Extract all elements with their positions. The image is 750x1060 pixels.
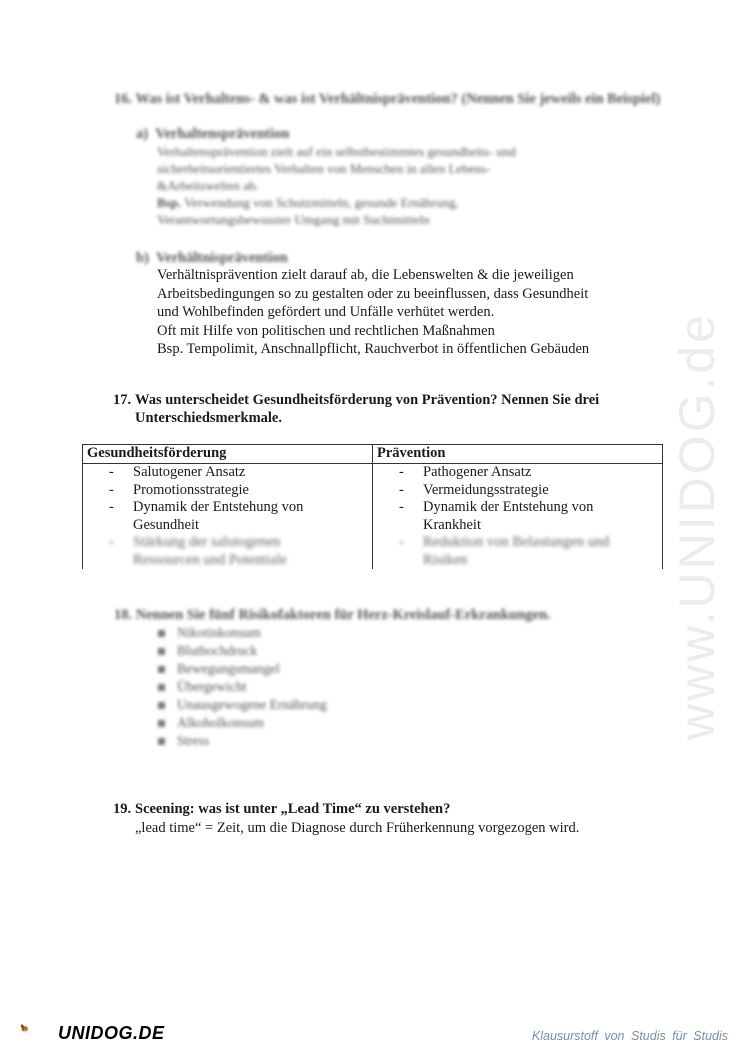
q18-list — [158, 624, 327, 750]
table-header-praevention: Prävention — [373, 445, 663, 464]
q19-title: 19. Sceening: was ist unter „Lead Time“ zu verstehen? — [113, 801, 451, 817]
footer-tagline: Klausurstoff von Studis für Studis — [531, 1029, 728, 1043]
q19-answer: „lead time“ = Zeit, um die Diagnose durch Früherkennung vorgezogen wird. — [135, 820, 580, 836]
q16-b-heading: b) Verhältnisprävention — [136, 250, 288, 266]
list-item: Stress — [158, 732, 327, 750]
q19-number: 19. — [113, 801, 132, 817]
bullet-icon — [158, 702, 165, 709]
list-item: Bluthochdruck — [158, 642, 327, 660]
list-item: Alkoholkonsum — [158, 714, 327, 732]
list-item: Nikotinkonsum — [158, 624, 327, 642]
list-item: Vermeidungsstrategie — [423, 481, 549, 498]
bullet-icon — [158, 648, 165, 655]
q17-number: 17. — [113, 392, 132, 408]
list-item: Promotionsstrategie — [133, 481, 249, 498]
list-item: Bewegungsmangel — [158, 660, 327, 678]
list-item: Gesundheit — [133, 516, 200, 533]
q16-title: 16. Was ist Verhaltens- & was ist Verhältnisprävention? (Nennen Sie jeweils ein Beispiel) — [114, 91, 661, 107]
q16-b-line: Bsp. Tempolimit, Anschnallpflicht, Rauchverbot in öffentlichen Gebäuden — [157, 341, 590, 357]
bullet-icon — [158, 738, 165, 745]
table-cell-right: - Pathogener Ansatz - Vermeidungsstrategie - Dynamik der Entstehung von Krankheit - Reduktion von Belastungen und Risiken — [373, 464, 663, 570]
list-item: Krankheit — [423, 516, 481, 533]
bullet-icon — [158, 630, 165, 637]
table-header-gesundheitsfoerderung: Gesundheitsförderung — [83, 445, 373, 464]
list-item: Pathogener Ansatz — [423, 464, 532, 480]
comparison-table — [82, 444, 663, 569]
q16-b-line: Verhältnisprävention zielt darauf ab, die Lebenswelten & die jeweiligen — [157, 267, 574, 283]
q16-a-heading: a) Verhaltensprävention — [136, 126, 290, 142]
list-item: Salutogener Ansatz — [133, 464, 246, 480]
bullet-icon — [158, 720, 165, 727]
q16-b-line: Arbeitsbedingungen so zu gestalten oder zu beeinflussen, dass Gesundheit — [157, 285, 589, 302]
q16-b-line: Oft mit Hilfe von politischen und rechtlichen Maßnahmen — [157, 322, 495, 339]
bullet-icon — [158, 684, 165, 691]
q18-title: 18. Nennen Sie fünf Risikofaktoren für Herz-Kreislauf-Erkrankungen. — [114, 607, 551, 623]
list-item: Dynamik der Entstehung von — [133, 499, 304, 515]
logo-text: UNIDOG.DE — [58, 1023, 165, 1043]
q17-title: 17. Was unterscheidet Gesundheitsförderung von Prävention? Nennen Sie drei Unterschiedsmerkmale. — [113, 392, 600, 426]
list-item: Unausgewogene Ernährung — [158, 696, 327, 714]
table-cell-left: - Salutogener Ansatz - Promotionsstrategie - Dynamik der Entstehung von Gesundheit - Stärkung der salutogenen Ressourcen und Potentiale — [83, 464, 373, 570]
q16-b-text — [157, 266, 677, 359]
list-item: Dynamik der Entstehung von — [423, 499, 594, 515]
bullet-icon — [158, 666, 165, 673]
watermark: www.UNIDOG.de — [669, 312, 725, 740]
q16-a-text: Verhaltensprävention zielt auf ein selbstbestimmtes gesundheits- und sicherheitsorientiertes Verhalten von Menschen in allen Lebens- &Arbeitswelten ab. Bsp. Verwendung von Schutzmitteln, gesunde Ernährung, Verantwortungsbewusster Umgang mit Suchtmitteln — [157, 144, 516, 227]
unidog-logo — [20, 1008, 60, 1048]
list-item: Übergewicht — [158, 678, 327, 696]
q16-b-line: und Wohlbefinden gefördert und Unfälle verhütet werden. — [157, 304, 495, 320]
